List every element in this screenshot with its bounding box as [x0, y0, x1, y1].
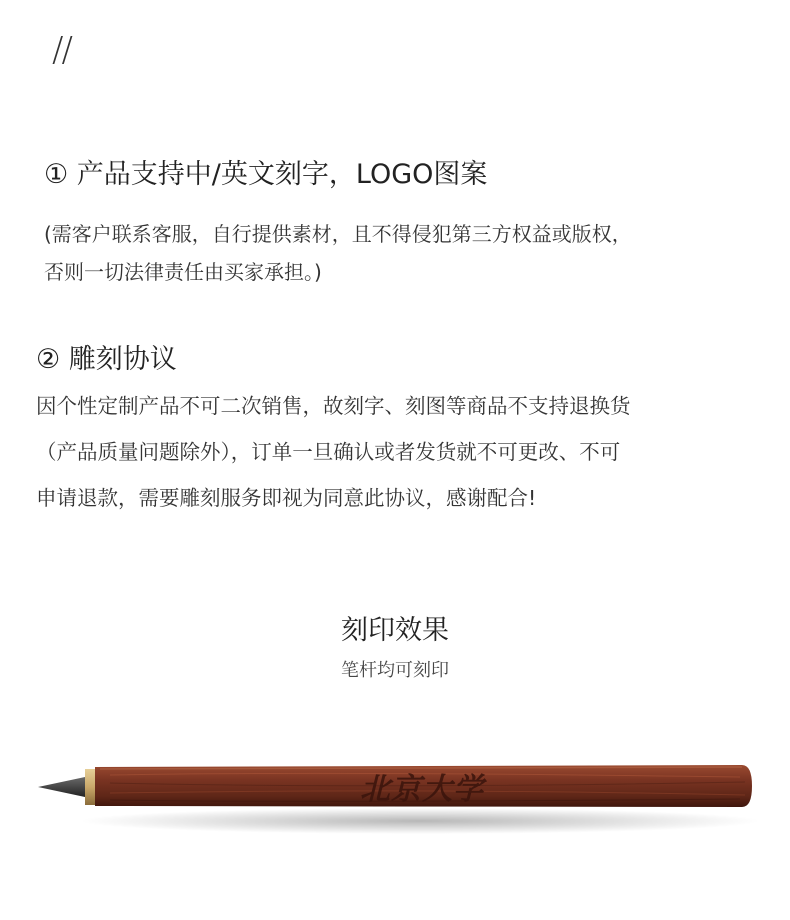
section2-body — [36, 383, 631, 521]
section2-body-line: 申请退款，需要雕刻服务即视为同意此协议，感谢配合! — [36, 486, 537, 510]
section2-body-line: （产品质量问题除外），订单一旦确认或者发货就不可更改、不可 — [36, 440, 621, 464]
effect-title: 刻印效果 — [341, 615, 449, 646]
pen-illustration — [30, 755, 760, 855]
section1-heading: ① 产品支持中/英文刻字，LOGO图案 — [44, 159, 488, 190]
section2-heading: ② 雕刻协议 — [36, 344, 177, 375]
decorative-slashes: // — [52, 30, 71, 70]
section2-body-line: 因个性定制产品不可二次销售，故刻字、刻图等商品不支持退换货 — [36, 394, 631, 418]
pen-tip — [38, 777, 85, 797]
engraved-pen-image — [30, 755, 760, 855]
engraved-text: 北京大学 — [360, 772, 484, 807]
section1-note — [44, 215, 632, 291]
effect-subtitle: 笔杆均可刻印 — [341, 660, 449, 681]
pen-shadow — [80, 808, 760, 834]
section1-note-line: (需客户联系客服，自行提供素材，且不得侵犯第三方权益或版权， — [44, 222, 632, 246]
section1-note-line: 否则一切法律责任由买家承担。) — [44, 260, 322, 284]
pen-ferrule — [85, 769, 95, 805]
